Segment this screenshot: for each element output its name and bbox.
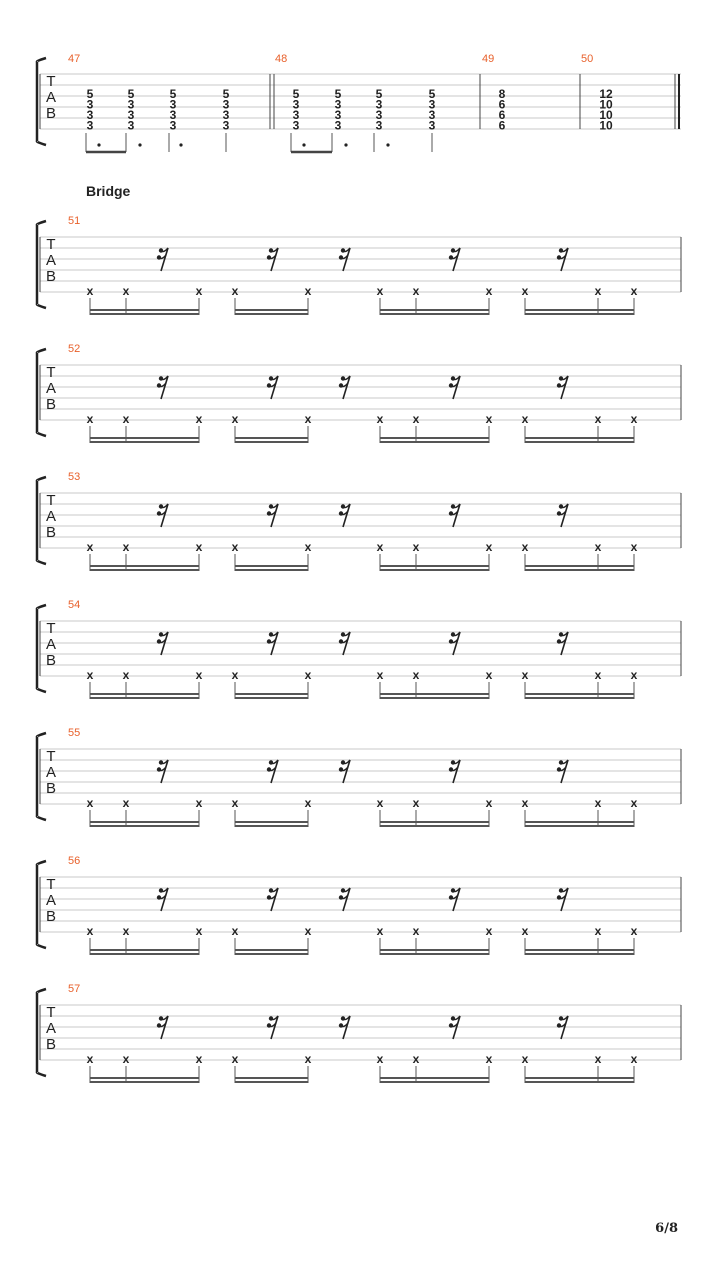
system-measure-52: [37, 343, 681, 443]
rest-dot: [157, 639, 161, 643]
muted-note: x: [231, 668, 239, 682]
dot: [138, 143, 141, 146]
rest-dot: [559, 888, 563, 892]
measure-number: 55: [68, 727, 81, 739]
rest-dot: [451, 1016, 455, 1020]
rest-dot: [157, 383, 161, 387]
fret-number: 10: [599, 118, 613, 133]
muted-note: x: [231, 796, 239, 810]
rest-dot: [557, 255, 561, 259]
system-measure-56: [37, 855, 681, 955]
measure-number: 51: [68, 215, 81, 227]
muted-note: x: [521, 412, 529, 426]
rest-dot: [559, 504, 563, 508]
muted-note: x: [485, 284, 493, 298]
rest-dot: [267, 383, 271, 387]
rest-dot: [559, 760, 563, 764]
muted-note: x: [122, 668, 130, 682]
rest-dot: [157, 767, 161, 771]
fret-number: 3: [375, 108, 383, 122]
rest-dot: [451, 632, 455, 636]
muted-note: x: [122, 412, 130, 426]
system-measures-47-50: [37, 53, 681, 152]
muted-note: x: [521, 284, 529, 298]
muted-note: x: [195, 284, 203, 298]
measure-number: 50: [581, 53, 594, 65]
system-measure-51: [37, 215, 681, 315]
muted-note: x: [122, 924, 130, 938]
rest-dot: [449, 511, 453, 515]
fret-number: 3: [334, 108, 342, 122]
tab-clef-letter: T: [46, 748, 56, 765]
muted-note: x: [630, 412, 638, 426]
rest-dot: [159, 248, 163, 252]
muted-note: x: [231, 412, 239, 426]
muted-note: x: [521, 1052, 529, 1066]
fret-number: 5: [375, 87, 383, 101]
muted-note: x: [86, 796, 94, 810]
rest-dot: [339, 1023, 343, 1027]
system-measure-53: [37, 471, 681, 571]
muted-note: x: [630, 924, 638, 938]
muted-note: x: [86, 924, 94, 938]
muted-note: x: [195, 668, 203, 682]
fret-number: 8: [498, 87, 506, 101]
tab-clef-letter: T: [46, 236, 56, 253]
rest-dot: [557, 639, 561, 643]
fret-number: 3: [86, 108, 94, 122]
rest-dot: [449, 383, 453, 387]
tab-clef-letter: T: [46, 364, 56, 381]
rest-dot: [451, 888, 455, 892]
rest-dot: [339, 895, 343, 899]
muted-note: x: [304, 284, 312, 298]
tab-clef-letter: T: [46, 1004, 56, 1021]
rest-dot: [341, 1016, 345, 1020]
fret-number: 5: [86, 87, 94, 101]
muted-note: x: [86, 1052, 94, 1066]
fret-number: 6: [498, 108, 506, 122]
rest-dot: [339, 255, 343, 259]
system-measure-57: [37, 983, 681, 1083]
rest-dot: [339, 383, 343, 387]
muted-note: x: [122, 1052, 130, 1066]
system-measure-55: [37, 727, 681, 827]
fret-number: 5: [292, 87, 300, 101]
muted-note: x: [521, 668, 529, 682]
muted-note: x: [594, 284, 602, 298]
muted-note: x: [376, 1052, 384, 1066]
fret-number: 5: [222, 87, 230, 101]
muted-note: x: [304, 668, 312, 682]
measure-number: 56: [68, 855, 81, 867]
rest-dot: [451, 248, 455, 252]
muted-note: x: [485, 1052, 493, 1066]
fret-number: 3: [375, 97, 383, 112]
rest-dot: [557, 511, 561, 515]
measure-number: 52: [68, 343, 81, 355]
fret-number: 3: [222, 97, 230, 112]
fret-number: 3: [86, 97, 94, 112]
section-label: Bridge: [86, 183, 131, 199]
fret-number: 5: [334, 87, 342, 101]
rest-dot: [157, 1023, 161, 1027]
rest-dot: [267, 639, 271, 643]
muted-note: x: [86, 284, 94, 298]
muted-note: x: [231, 1052, 239, 1066]
muted-note: x: [412, 924, 420, 938]
muted-note: x: [304, 1052, 312, 1066]
system-bracket: [37, 349, 46, 436]
muted-note: x: [86, 540, 94, 554]
tab-clef-letter: A: [45, 764, 57, 781]
muted-note: x: [86, 668, 94, 682]
rest-dot: [341, 248, 345, 252]
fret-number: 3: [428, 118, 436, 133]
muted-note: x: [376, 412, 384, 426]
muted-note: x: [485, 412, 493, 426]
rest-dot: [449, 639, 453, 643]
muted-note: x: [630, 1052, 638, 1066]
muted-note: x: [304, 796, 312, 810]
rest-dot: [269, 504, 273, 508]
muted-note: x: [412, 1052, 420, 1066]
tab-clef-letter: B: [45, 524, 57, 541]
rest-dot: [341, 760, 345, 764]
fret-number: 3: [127, 97, 135, 112]
muted-note: x: [376, 668, 384, 682]
system-bracket: [37, 477, 46, 564]
system-bracket: [37, 861, 46, 948]
fret-number: 5: [127, 87, 135, 101]
tab-clef-letter: T: [46, 492, 56, 509]
rest-dot: [557, 383, 561, 387]
muted-note: x: [594, 540, 602, 554]
tab-clef-letter: B: [45, 780, 57, 797]
muted-note: x: [594, 796, 602, 810]
muted-note: x: [630, 668, 638, 682]
rest-dot: [339, 511, 343, 515]
rest-dot: [159, 760, 163, 764]
tab-clef-letter: A: [45, 892, 57, 909]
muted-note: x: [195, 412, 203, 426]
fret-number: 3: [222, 118, 230, 133]
muted-note: x: [521, 796, 529, 810]
rest-dot: [341, 632, 345, 636]
muted-note: x: [122, 796, 130, 810]
dot: [97, 143, 100, 146]
rest-dot: [267, 511, 271, 515]
muted-note: x: [412, 796, 420, 810]
dot: [302, 143, 305, 146]
muted-note: x: [412, 284, 420, 298]
muted-note: x: [304, 540, 312, 554]
rest-dot: [449, 1023, 453, 1027]
fret-number: 3: [169, 97, 177, 112]
fret-number: 3: [428, 97, 436, 112]
tab-clef-letter: A: [45, 252, 57, 269]
rest-dot: [451, 504, 455, 508]
muted-note: x: [630, 284, 638, 298]
rest-dot: [159, 888, 163, 892]
rest-dot: [339, 767, 343, 771]
tab-clef-letter: T: [46, 620, 56, 637]
fret-number: 3: [169, 108, 177, 122]
muted-note: x: [195, 1052, 203, 1066]
rest-dot: [159, 504, 163, 508]
muted-note: x: [195, 540, 203, 554]
rest-dot: [157, 895, 161, 899]
muted-note: x: [594, 924, 602, 938]
tab-clef-letter: A: [45, 636, 57, 653]
rest-dot: [267, 255, 271, 259]
system-bracket: [37, 221, 46, 308]
rest-dot: [269, 376, 273, 380]
fret-number: 12: [599, 87, 613, 101]
muted-note: x: [376, 796, 384, 810]
system-measure-54: [37, 599, 681, 699]
muted-note: x: [195, 924, 203, 938]
muted-note: x: [594, 412, 602, 426]
system-bracket: [37, 58, 46, 145]
tab-clef-letter: T: [46, 876, 56, 893]
measure-number: 57: [68, 983, 81, 995]
rest-dot: [559, 632, 563, 636]
tab-clef-letter: A: [45, 508, 57, 525]
muted-note: x: [376, 924, 384, 938]
fret-number: 3: [169, 118, 177, 133]
rest-dot: [267, 1023, 271, 1027]
rest-dot: [341, 504, 345, 508]
fret-number: 3: [292, 97, 300, 112]
tab-clef-letter: B: [45, 1036, 57, 1053]
tab-clef-letter: B: [45, 105, 57, 122]
muted-note: x: [594, 1052, 602, 1066]
tab-clef-letter: A: [45, 89, 57, 106]
muted-note: x: [412, 412, 420, 426]
fret-number: 5: [169, 87, 177, 101]
muted-note: x: [630, 796, 638, 810]
rest-dot: [559, 1016, 563, 1020]
rest-dot: [269, 632, 273, 636]
rest-dot: [157, 511, 161, 515]
muted-note: x: [304, 412, 312, 426]
fret-number: 6: [498, 97, 506, 112]
dot: [344, 143, 347, 146]
rest-dot: [449, 895, 453, 899]
muted-note: x: [521, 540, 529, 554]
system-bracket: [37, 733, 46, 820]
dot: [386, 143, 389, 146]
tab-clef-letter: A: [45, 1020, 57, 1037]
measure-number: 47: [68, 53, 81, 65]
muted-note: x: [195, 796, 203, 810]
rest-dot: [451, 376, 455, 380]
fret-number: 3: [127, 108, 135, 122]
dot: [179, 143, 182, 146]
fret-number: 3: [127, 118, 135, 133]
muted-note: x: [122, 540, 130, 554]
muted-note: x: [412, 540, 420, 554]
fret-number: 3: [428, 108, 436, 122]
muted-note: x: [485, 540, 493, 554]
tab-clef-letter: A: [45, 380, 57, 397]
measure-number: 48: [275, 53, 288, 65]
rest-dot: [559, 248, 563, 252]
tab-clef-letter: B: [45, 268, 57, 285]
fret-number: 3: [292, 108, 300, 122]
muted-note: x: [485, 668, 493, 682]
rest-dot: [157, 255, 161, 259]
muted-note: x: [412, 668, 420, 682]
rest-dot: [267, 895, 271, 899]
muted-note: x: [231, 540, 239, 554]
fret-number: 10: [599, 97, 613, 112]
measure-number: 49: [482, 53, 495, 65]
muted-note: x: [485, 924, 493, 938]
tab-clef-letter: B: [45, 908, 57, 925]
measure-number: 53: [68, 471, 81, 483]
fret-number: 3: [334, 97, 342, 112]
page-number: 6/8: [655, 1221, 678, 1236]
muted-note: x: [485, 796, 493, 810]
muted-note: x: [122, 284, 130, 298]
fret-number: 3: [86, 118, 94, 133]
muted-note: x: [594, 668, 602, 682]
rest-dot: [159, 376, 163, 380]
rest-dot: [269, 760, 273, 764]
rest-dot: [449, 255, 453, 259]
muted-note: x: [304, 924, 312, 938]
muted-note: x: [521, 924, 529, 938]
rest-dot: [341, 376, 345, 380]
rest-dot: [269, 1016, 273, 1020]
rest-dot: [557, 767, 561, 771]
muted-note: x: [376, 540, 384, 554]
rest-dot: [267, 767, 271, 771]
rest-dot: [451, 760, 455, 764]
system-bracket: [37, 605, 46, 692]
muted-note: x: [630, 540, 638, 554]
rest-dot: [339, 639, 343, 643]
rest-dot: [269, 248, 273, 252]
tab-clef-letter: B: [45, 396, 57, 413]
fret-number: 3: [222, 108, 230, 122]
fret-number: 10: [599, 108, 613, 122]
fret-number: 5: [428, 87, 436, 101]
rest-dot: [159, 1016, 163, 1020]
measure-number: 54: [68, 599, 81, 611]
muted-note: x: [86, 412, 94, 426]
tab-clef-letter: B: [45, 652, 57, 669]
system-bracket: [37, 989, 46, 1076]
fret-number: 3: [292, 118, 300, 133]
muted-note: x: [231, 284, 239, 298]
muted-note: x: [376, 284, 384, 298]
rest-dot: [449, 767, 453, 771]
rest-dot: [341, 888, 345, 892]
fret-number: 6: [498, 118, 506, 133]
rest-dot: [159, 632, 163, 636]
rest-dot: [269, 888, 273, 892]
fret-number: 3: [334, 118, 342, 133]
muted-note: x: [231, 924, 239, 938]
rest-dot: [559, 376, 563, 380]
rest-dot: [557, 1023, 561, 1027]
tab-clef-letter: T: [46, 73, 56, 90]
rest-dot: [557, 895, 561, 899]
fret-number: 3: [375, 118, 383, 133]
